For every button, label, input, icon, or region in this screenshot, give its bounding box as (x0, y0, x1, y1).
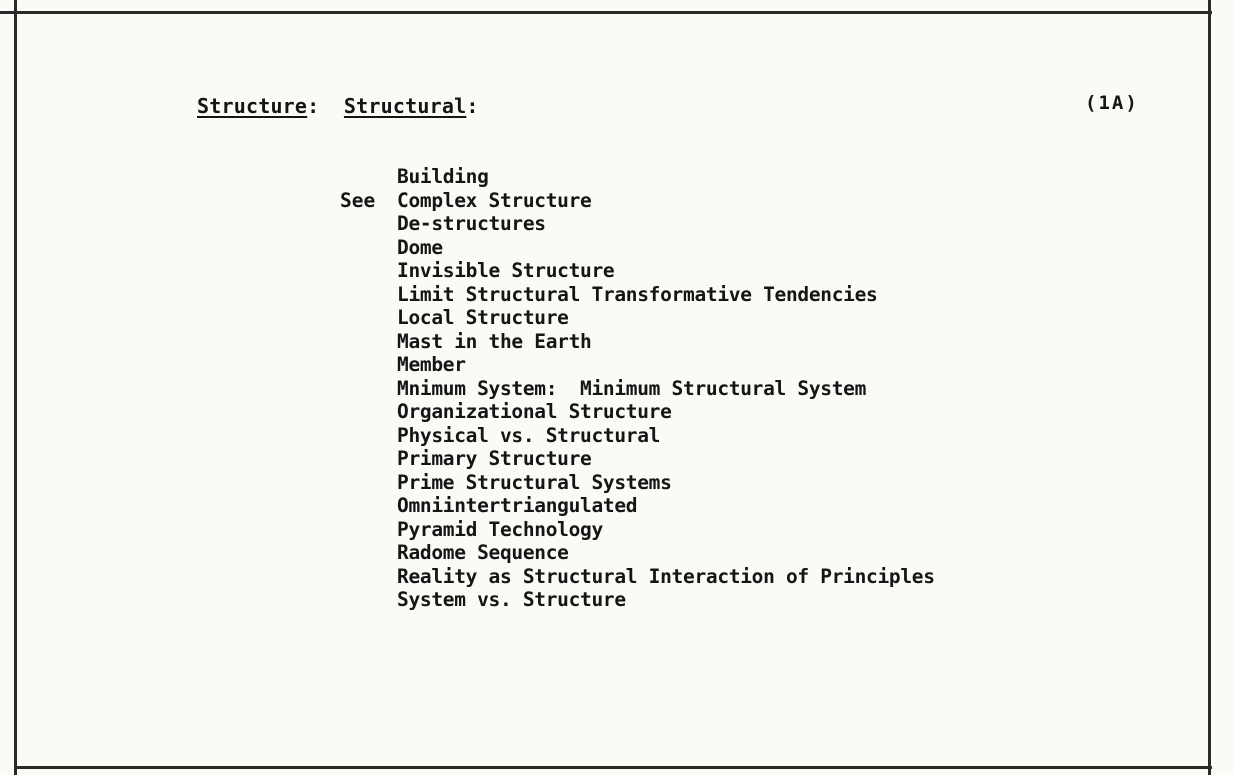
list-item: System vs. Structure (397, 588, 626, 611)
list-item: Building (397, 165, 489, 188)
heading-subterm: Structural (343, 94, 467, 118)
card-heading (197, 94, 479, 118)
list-item: Omniintertriangulated (397, 494, 638, 517)
heading-end: : (466, 94, 479, 118)
see-label: See (340, 189, 376, 212)
card-border-right (1208, 0, 1211, 775)
heading-term: Structure (197, 94, 308, 118)
list-item: Complex Structure (397, 188, 592, 212)
list-item: Mnimum System: Minimum Structural System (397, 376, 867, 400)
list-item: De-structures (397, 212, 546, 235)
list-item: Primary Structure (397, 447, 592, 470)
list-item: Pyramid Technology (397, 517, 603, 541)
list-item: Mast in the Earth (397, 329, 592, 353)
card-border-left (14, 0, 17, 775)
cross-reference-list (397, 165, 935, 612)
card-border-top (0, 11, 1212, 14)
list-item: Invisible Structure (397, 259, 615, 282)
list-item: Local Structure (397, 306, 569, 329)
list-item: Organizational Structure (397, 400, 672, 423)
card-border-bottom (16, 766, 1212, 769)
heading-separator: : (307, 94, 320, 118)
list-item: Member (397, 353, 466, 376)
list-item: Prime Structural Systems (397, 470, 672, 494)
list-item: Radome Sequence (397, 541, 569, 564)
card-number: (1A) (1085, 92, 1139, 114)
list-item: Reality as Structural Interaction of Principles (397, 564, 935, 588)
list-item: Limit Structural Transformative Tendencies (397, 282, 878, 306)
list-item: Dome (397, 235, 443, 259)
list-item: Physical vs. Structural (397, 423, 661, 447)
